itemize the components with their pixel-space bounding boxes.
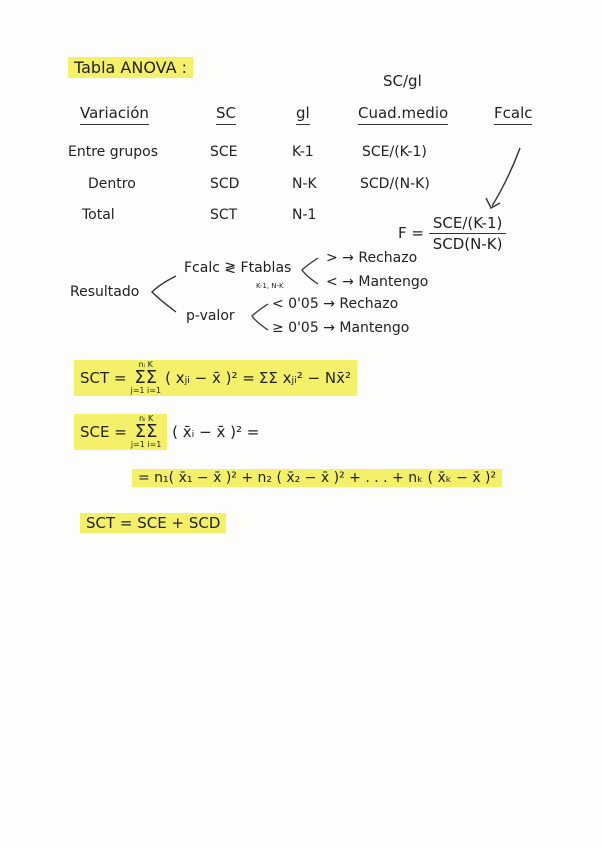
f-denominator: SCD(N-K) [432, 235, 503, 253]
resultado-fcalc: Fcalc ≷ Ftablas [184, 260, 292, 276]
resultado-pvalor: p-valor [186, 308, 235, 324]
arrow-fcalc-icon [492, 148, 520, 206]
sigma-icon: ΣΣ [134, 367, 158, 388]
resultado-f-gt: > → Rechazo [326, 250, 418, 266]
identity-text: SCT = SCE + SCD [80, 513, 226, 533]
f-numerator: SCE/(K-1) [429, 214, 506, 234]
brace-pvalor-icon [252, 304, 268, 330]
header-fcalc: Fcalc [494, 104, 532, 125]
sct-sum-bot: j=1 i=1 [130, 386, 162, 395]
row-gl-dentro: N-K [292, 176, 317, 192]
row-sc-dentro: SCD [210, 176, 240, 192]
header-cuad-top: SC/gl [383, 72, 422, 90]
header-gl: gl [296, 104, 310, 125]
brace-resultado-icon [152, 276, 176, 312]
resultado-f-lt: < → Mantengo [326, 274, 429, 290]
row-gl-entre: K-1 [292, 144, 314, 160]
header-cuad: Cuad.medio [358, 104, 448, 125]
row-label-dentro: Dentro [88, 176, 136, 192]
sce-lhs: SCE = [80, 423, 127, 441]
row-gl-total: N-1 [292, 207, 317, 223]
resultado-p-lt: < 0'05 → Rechazo [272, 296, 399, 312]
resultado-p-ge: ≥ 0'05 → Mantengo [272, 320, 410, 336]
sce-expand-text: = n₁( x̄₁ − x̄ )² + n₂ ( x̄₂ − x̄ )² + . . . + nₖ ( x̄ₖ − x̄ )² [132, 469, 502, 487]
title-text: Tabla ANOVA : [68, 57, 193, 78]
row-cm-dentro: SCD/(N-K) [360, 176, 430, 192]
header-variacion: Variación [80, 104, 149, 125]
sce-body: ( x̄ᵢ − x̄ )² = [172, 423, 260, 441]
brace-fcalc-icon [302, 258, 318, 284]
f-lhs: F = [398, 224, 424, 242]
row-label-entre: Entre grupos [68, 144, 158, 160]
row-sc-total: SCT [210, 207, 238, 223]
sct-sum-top: nᵢ K [138, 360, 153, 369]
arrowhead-icon [486, 198, 500, 208]
sigma-icon: ΣΣ [134, 421, 158, 442]
row-label-total: Total [82, 207, 115, 223]
row-cm-entre: SCE/(K-1) [362, 144, 427, 160]
row-sc-entre: SCE [210, 144, 238, 160]
sce-sum-bot: j=1 i=1 [130, 440, 162, 449]
sct-lhs: SCT = [80, 369, 127, 387]
sct-body: ( xⱼᵢ − x̄ )² = [165, 369, 255, 387]
sce-sum-top: nᵢ K [138, 414, 154, 423]
resultado-label: Resultado [70, 284, 140, 300]
sct-rhs: ΣΣ xⱼᵢ² − Nx̄² [258, 369, 351, 387]
resultado-fsub: K-1, N-K [256, 282, 284, 290]
header-sc: SC [216, 104, 236, 125]
